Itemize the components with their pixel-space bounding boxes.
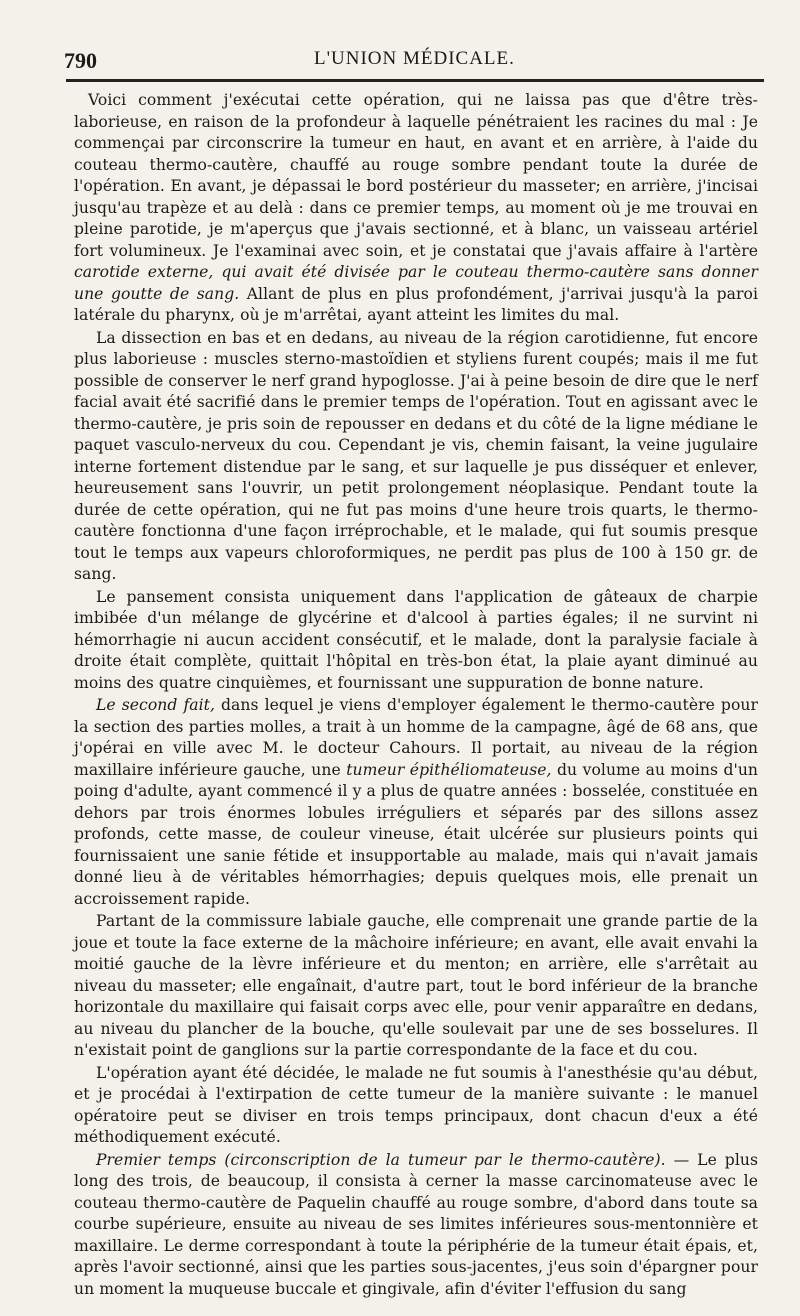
paragraph-text: — Le plus long des trois, de beaucoup, il consista à cerner la masse carcinomateuse avec le couteau thermo-cautère de Paquelin chauffé au rouge sombre, d'abord dans toute sa courbe supérieure, ensuite au niveau de ses limites inférieures sous-mentonnière et maxillaire. Le derme correspondant à toute la périphérie de la tumeur était épais, et, après l'avoir sectionné, ainsi que les parties sous-jacentes, j'eus soin d'épargner pour un moment la muqueuse buccale et gingivale, afin d'éviter l'effusion du sang	[74, 1150, 759, 1298]
paragraph-pansement	[74, 587, 758, 695]
paragraph-operation	[74, 90, 758, 327]
italic-emphasis: Le second fait,	[96, 696, 215, 714]
paragraph-decision	[74, 1063, 758, 1149]
paragraph-text: Le pansement consista uniquement dans l'application de gâteaux de charpie imbibée d'un mélange de glycérine et d'alcool à parties égales; il ne survint ni hémorrhagie ni aucun accident consécutif, et le malade, dont la paralysie faciale à droite était complète, quittait l'hôpital en très-bon état, la plaie ayant diminué au moins des quatre cinquièmes, et fournissant une suppuration de bonne nature.	[74, 587, 758, 692]
paragraph-premier-temps	[74, 1150, 758, 1301]
paragraph-text: Voici comment j'exécutai cette opération, qui ne laissa pas que d'être très-laborieuse, en raison de la profondeur à laquelle pénétraient les racines du mal : Je commençai par circonscrire la tumeur en haut, en avant et en arrière, à l'aide du couteau thermo-cautère, chauffé au rouge sombre pendant toute la durée de l'opération. En avant, je dépassai le bord postérieur du masseter; en arrière, j'incisai jusqu'au trapèze et au delà : dans ce premier temps, au moment où je me trouvai en pleine parotide, je m'aperçus que j'avais sectionné, et à blanc, un vaisseau artériel fort volumineux. Je l'examinai avec soin, et je constatai que j'avais affaire à l'artère	[74, 91, 758, 260]
paragraph-text: dans lequel je viens d'employer également le thermo-cautère pour la section des parties molles, a trait à un homme de la campagne, âgé de 68 ans, que j'opérai en ville avec M. le docteur Cahours. Il portait, au niveau de la région maxillaire inférieure gauche, une	[74, 696, 759, 779]
paragraph-second-fait	[74, 695, 758, 910]
paragraph-text: L'opération ayant été décidée, le malade ne fut soumis à l'anesthésie qu'au début, et je procédai à l'extirpation de cette tumeur de la manière suivante : le manuel opératoire peut se diviser en trois temps principaux, dont chacun d'eux a été méthodiquement exécuté.	[74, 1063, 758, 1146]
paragraph-text: La dissection en bas et en dedans, au niveau de la région carotidienne, fut encore plus laborieuse : muscles sterno-mastoïdien et styliens furent coupés; mais il me fut possible de conserver le nerf grand hypoglosse. J'ai à peine besoin de dire que le nerf facial avait été sacrifié dans le premier temps de l'opération. Tout en agissant avec le thermo-cautère, je pris soin de repousser en dedans et du côté de la ligne médiane le paquet vasculo-nerveux du cou. Cependant je vis, chemin faisant, la veine jugulaire interne fortement distendue par le sang, et sur laquelle je pus disséquer et enlever, heureusement sans l'ouvrir, un petit prolongement néoplasique. Pendant toute la durée de cette opération, qui ne fut pas moins d'une heure trois quarts, le thermo-cautère fonctionna d'une façon irréprochable, et le malade, qui fut soumis presque tout le temps aux vapeurs chloroformiques, ne perdit pas plus de 100 à 150 gr. de sang.	[74, 328, 758, 583]
running-title: L'UNION MÉDICALE.	[314, 48, 515, 69]
paragraph-dissection	[74, 328, 758, 586]
page-header	[64, 44, 760, 74]
italic-emphasis: carotide externe, qui avait été divisée par le couteau thermo-cautère sans donner une goutte de sang.	[74, 263, 758, 303]
paragraph-text: Partant de la commissure labiale gauche, elle comprenait une grande partie de la joue et toute la face externe de la mâchoire inférieure; en avant, elle avait envahi la moitié gauche de la lèvre inférieure et du menton; en arrière, elle s'arrêtait au niveau du masseter; elle engaînait, d'autre part, tout le bord inférieur de la branche horizontale du maxillaire qui faisait corps avec elle, pour venir apparaître en dedans, au niveau du plancher de la bouche, qu'elle soulevait par une de ses bosselures. Il n'existait point de ganglions sur la partie correspondante de la face et du cou.	[74, 912, 758, 1059]
italic-emphasis: tumeur épithéliomateuse,	[346, 760, 552, 779]
page-number: 790	[64, 48, 97, 73]
header-rule	[66, 79, 764, 82]
article-body	[74, 90, 758, 1301]
paragraph-extension	[74, 911, 758, 1062]
paragraph-text: Allant de plus en plus profondément, j'arrivai jusqu'à la paroi latérale du pharynx, où je m'arrêtai, ayant atteint les limites du mal.	[74, 284, 758, 324]
paragraph-text: du volume au moins d'un poing d'adulte, ayant commencé il y a plus de quatre années : bosselée, constituée en dehors par trois énormes lobules irréguliers et séparés par des sillons assez profonds, cette masse, de couleur vineuse, était ulcérée sur plusieurs points qui fournissaient une sanie fétide et insupportable au malade, mais qui n'avait jamais donné lieu à de véritables hémorrhagies; depuis quelques mois, elle prenait un accroissement rapide.	[74, 760, 759, 908]
italic-emphasis: Premier temps (circonscription de la tumeur par le thermo-cautère).	[96, 1150, 666, 1169]
